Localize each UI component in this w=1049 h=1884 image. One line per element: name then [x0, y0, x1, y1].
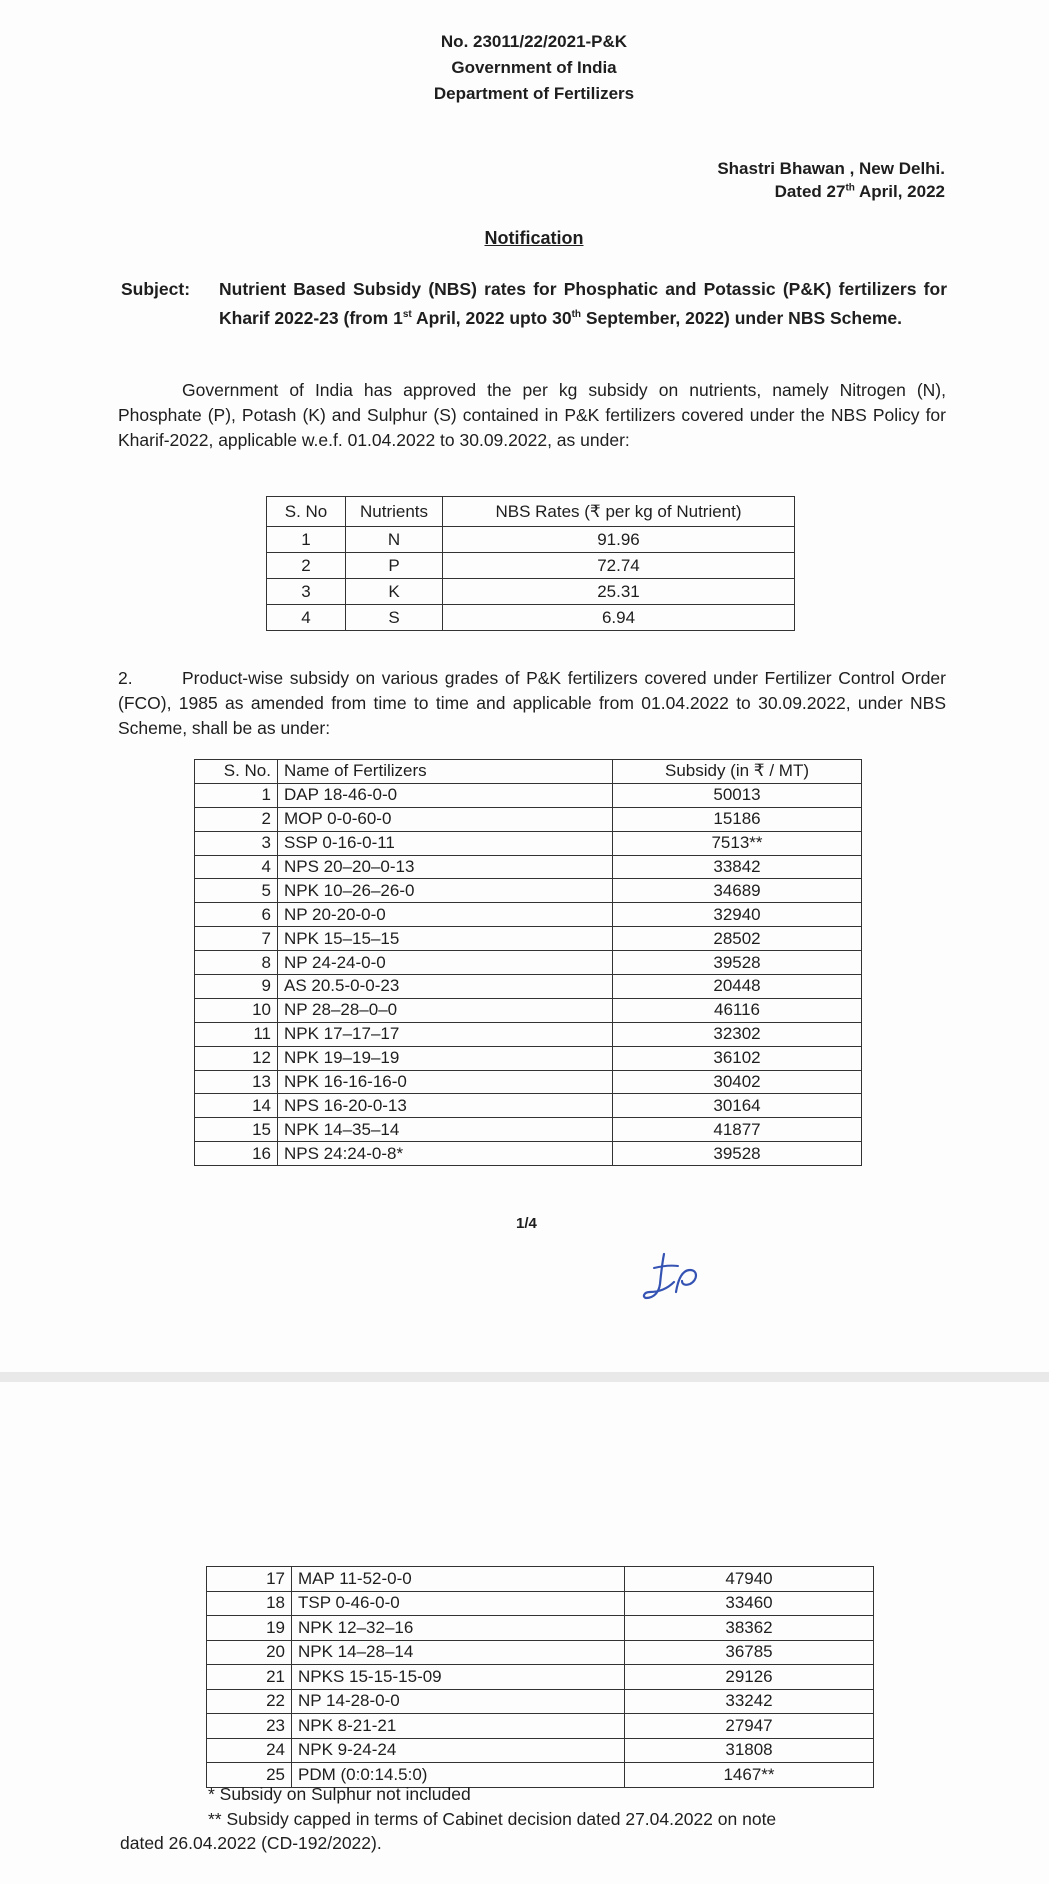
- cell-subsidy: 33842: [613, 855, 862, 879]
- table-row: [207, 1738, 874, 1763]
- cell-fertilizer-name: NPS 20–20–0-13: [278, 855, 613, 879]
- cell-fertilizer-name: NP 28–28–0–0: [278, 998, 613, 1022]
- cell-sno: 18: [207, 1591, 292, 1616]
- table-row: [207, 1714, 874, 1739]
- department-line: Department of Fertilizers: [433, 84, 635, 103]
- cell-sno: 25: [207, 1763, 292, 1788]
- cell-fertilizer-name: AS 20.5-0-0-23: [278, 975, 613, 999]
- table-row: [207, 1616, 874, 1641]
- cell-sno: 6: [195, 903, 278, 927]
- footnote-capped-line2: dated 26.04.2022 (CD-192/2022).: [120, 1833, 382, 1853]
- page-separator: [0, 1372, 1049, 1382]
- signature-icon: [640, 1248, 710, 1306]
- table-row: [195, 831, 862, 855]
- header-nutrients: Nutrients: [346, 497, 443, 527]
- table-row: [195, 1070, 862, 1094]
- cell-subsidy: 36102: [613, 1046, 862, 1070]
- table-row: [195, 1022, 862, 1046]
- page-number: 1/4: [516, 1215, 537, 1232]
- cell-subsidy: 38362: [625, 1616, 874, 1641]
- cell-subsidy: 47940: [625, 1567, 874, 1592]
- table-header-row: [195, 760, 862, 784]
- cell-sno: 24: [207, 1738, 292, 1763]
- cell-sno: 9: [195, 975, 278, 999]
- cell-fertilizer-name: NPK 15–15–15: [278, 927, 613, 951]
- cell-subsidy: 29126: [625, 1665, 874, 1690]
- cell-fertilizer-name: NPK 19–19–19: [278, 1046, 613, 1070]
- table-row: 1 N 91.96: [267, 527, 795, 553]
- table-header-row: [267, 497, 795, 527]
- cell-sno: 13: [195, 1070, 278, 1094]
- cell-fertilizer-name: MOP 0-0-60-0: [278, 807, 613, 831]
- cell-subsidy: 28502: [613, 927, 862, 951]
- cell-subsidy: 36785: [625, 1640, 874, 1665]
- footnote-capped: ** Subsidy capped in terms of Cabinet decision dated 27.04.2022 on note: [208, 1809, 777, 1829]
- table-row: [207, 1689, 874, 1714]
- cell-subsidy: 41877: [613, 1118, 862, 1142]
- table-row: [207, 1640, 874, 1665]
- cell-sno: 12: [195, 1046, 278, 1070]
- cell-sno: 17: [207, 1567, 292, 1592]
- footnote-sulphur: * Subsidy on Sulphur not included: [208, 1784, 471, 1804]
- header-sno: S. No: [267, 497, 346, 527]
- date-line: Dated 27th April, 2022: [774, 182, 945, 201]
- cell-fertilizer-name: NPK 10–26–26-0: [278, 879, 613, 903]
- cell-fertilizer-name: NPK 14–28–14: [292, 1640, 625, 1665]
- cell-subsidy: 32940: [613, 903, 862, 927]
- cell-sno: 19: [207, 1616, 292, 1641]
- cell-subsidy: 39528: [613, 1142, 862, 1166]
- cell-fertilizer-name: DAP 18-46-0-0: [278, 783, 613, 807]
- cell-fertilizer-name: NPK 14–35–14: [278, 1118, 613, 1142]
- table-row: [207, 1567, 874, 1592]
- cell-fertilizer-name: MAP 11-52-0-0: [292, 1567, 625, 1592]
- cell-subsidy: 34689: [613, 879, 862, 903]
- table-row: 3 K 25.31: [267, 579, 795, 605]
- table-row: [195, 1142, 862, 1166]
- cell-fertilizer-name: NP 24-24-0-0: [278, 951, 613, 975]
- cell-fertilizer-name: NPS 16-20-0-13: [278, 1094, 613, 1118]
- subject-block: [121, 276, 947, 331]
- table-row: [195, 783, 862, 807]
- nutrient-rates-table: [266, 496, 795, 631]
- header-subsidy: Subsidy (in ₹ / MT): [613, 760, 862, 784]
- cell-sno: 23: [207, 1714, 292, 1739]
- header-nbs-rates: NBS Rates (₹ per kg of Nutrient): [443, 497, 795, 527]
- cell-sno: 8: [195, 951, 278, 975]
- cell-fertilizer-name: SSP 0-16-0-11: [278, 831, 613, 855]
- cell-fertilizer-name: NPS 24:24-0-8*: [278, 1142, 613, 1166]
- header-sno: S. No.: [195, 760, 278, 784]
- table-row: [195, 998, 862, 1022]
- cell-sno: 2: [195, 807, 278, 831]
- cell-fertilizer-name: NPK 17–17–17: [278, 1022, 613, 1046]
- header-fertilizer-name: Name of Fertilizers: [278, 760, 613, 784]
- table-row: 4 S 6.94: [267, 605, 795, 631]
- table-row: [195, 855, 862, 879]
- cell-fertilizer-name: NPK 12–32–16: [292, 1616, 625, 1641]
- cell-fertilizer-name: NPKS 15-15-15-09: [292, 1665, 625, 1690]
- cell-sno: 3: [195, 831, 278, 855]
- table-row: [195, 975, 862, 999]
- cell-sno: 10: [195, 998, 278, 1022]
- cell-subsidy: 32302: [613, 1022, 862, 1046]
- government-line: Government of India: [451, 58, 617, 77]
- cell-sno: 14: [195, 1094, 278, 1118]
- product-subsidy-table-continued: [206, 1566, 874, 1788]
- cell-sno: 15: [195, 1118, 278, 1142]
- cell-sno: 11: [195, 1022, 278, 1046]
- cell-sno: 4: [195, 855, 278, 879]
- cell-subsidy: 30402: [613, 1070, 862, 1094]
- cell-fertilizer-name: NP 14-28-0-0: [292, 1689, 625, 1714]
- cell-fertilizer-name: NP 20-20-0-0: [278, 903, 613, 927]
- reference-number: No. 23011/22/2021-P&K: [440, 32, 628, 51]
- paragraph-2: 2. Product-wise subsidy on various grades of P&K fertilizers covered under Fertilizer Control Order (FCO), 1985 as amended from time to time and applicable from 01.04.2022 to 30.09.2022, under NBS Scheme, shall be as under:: [118, 668, 946, 738]
- cell-subsidy: 30164: [613, 1094, 862, 1118]
- table-row: [195, 927, 862, 951]
- table-row: 2 P 72.74: [267, 553, 795, 579]
- cell-subsidy: 1467**: [625, 1763, 874, 1788]
- cell-fertilizer-name: NPK 9-24-24: [292, 1738, 625, 1763]
- cell-sno: 16: [195, 1142, 278, 1166]
- cell-fertilizer-name: NPK 16-16-16-0: [278, 1070, 613, 1094]
- cell-subsidy: 33460: [625, 1591, 874, 1616]
- place-line: Shastri Bhawan , New Delhi.: [717, 159, 945, 178]
- notification-title: Notification: [484, 228, 584, 248]
- table-row: [195, 951, 862, 975]
- subject-text: Nutrient Based Subsidy (NBS) rates for Phosphatic and Potassic (P&K) fertilizers for Kharif 2022-23 (from 1st April, 2022 upto 30th September, 2022) under NBS Scheme.: [219, 279, 947, 328]
- table-row: [195, 903, 862, 927]
- paragraph-1: Government of India has approved the per kg subsidy on nutrients, namely Nitrogen (N), Phosphate (P), Potash (K) and Sulphur (S) contained in P&K fertilizers covered under the NBS Policy for Kharif-2022, applicable w.e.f. 01.04.2022 to 30.09.2022, as under:: [118, 380, 946, 450]
- cell-fertilizer-name: TSP 0-46-0-0: [292, 1591, 625, 1616]
- table-row: [195, 879, 862, 903]
- cell-subsidy: 27947: [625, 1714, 874, 1739]
- cell-subsidy: 20448: [613, 975, 862, 999]
- product-subsidy-table: [194, 759, 862, 1166]
- subject-label: Subject:: [121, 279, 191, 299]
- table-row: [195, 1118, 862, 1142]
- table-row: [207, 1591, 874, 1616]
- cell-subsidy: 31808: [625, 1738, 874, 1763]
- table-row: [207, 1665, 874, 1690]
- cell-sno: 5: [195, 879, 278, 903]
- document-page-2: [0, 1382, 1049, 1884]
- cell-subsidy: 50013: [613, 783, 862, 807]
- cell-sno: 20: [207, 1640, 292, 1665]
- cell-subsidy: 7513**: [613, 831, 862, 855]
- table-row: [195, 807, 862, 831]
- cell-sno: 7: [195, 927, 278, 951]
- cell-sno: 21: [207, 1665, 292, 1690]
- cell-sno: 22: [207, 1689, 292, 1714]
- table-row: [195, 1046, 862, 1070]
- cell-fertilizer-name: NPK 8-21-21: [292, 1714, 625, 1739]
- table-row: [195, 1094, 862, 1118]
- cell-sno: 1: [195, 783, 278, 807]
- cell-subsidy: 39528: [613, 951, 862, 975]
- cell-subsidy: 15186: [613, 807, 862, 831]
- cell-fertilizer-name: PDM (0:0:14.5:0): [292, 1763, 625, 1788]
- cell-subsidy: 46116: [613, 998, 862, 1022]
- cell-subsidy: 33242: [625, 1689, 874, 1714]
- paragraph-2-number: 2.: [118, 668, 133, 688]
